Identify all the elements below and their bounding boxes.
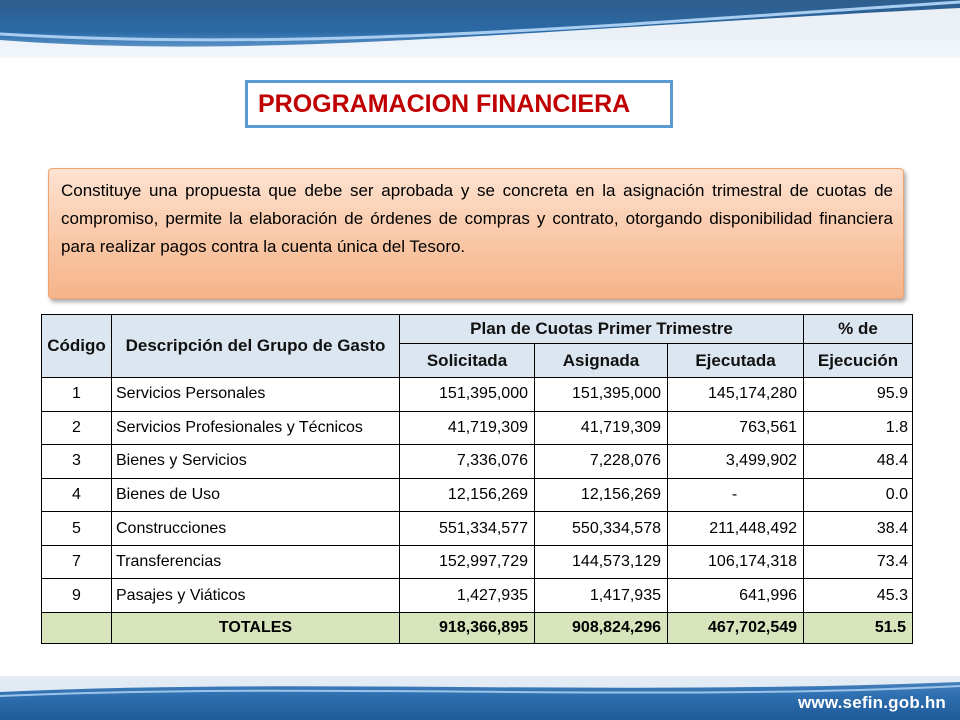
table-row: [42, 545, 913, 579]
row-pct: 0.0: [804, 478, 913, 512]
row-solicitada: 41,719,309: [400, 411, 535, 445]
description-box: [48, 168, 904, 299]
totals-label: TOTALES: [112, 613, 400, 644]
row-solicitada: 1,427,935: [400, 579, 535, 613]
row-pct: 73.4: [804, 545, 913, 579]
row-solicitada: 152,997,729: [400, 545, 535, 579]
header-asignada: Asignada: [535, 344, 668, 378]
row-solicitada: 151,395,000: [400, 378, 535, 412]
totals-asignada: 908,824,296: [535, 613, 668, 644]
row-asignada: 41,719,309: [535, 411, 668, 445]
row-asignada: 550,334,578: [535, 512, 668, 546]
row-description: Servicios Personales: [112, 378, 400, 412]
row-description: Construcciones: [112, 512, 400, 546]
totals-ejecutada: 467,702,549: [668, 613, 804, 644]
row-pct: 95.9: [804, 378, 913, 412]
totals-pct: 51.5: [804, 613, 913, 644]
row-pct: 38.4: [804, 512, 913, 546]
header-plan: Plan de Cuotas Primer Trimestre: [400, 315, 804, 344]
totals-code-cell: [42, 613, 112, 644]
header-pct-line2: Ejecución: [804, 344, 913, 378]
row-solicitada: 551,334,577: [400, 512, 535, 546]
row-solicitada: 7,336,076: [400, 445, 535, 479]
row-code: 4: [42, 478, 112, 512]
row-description: Servicios Profesionales y Técnicos: [112, 411, 400, 445]
row-ejecutada: 763,561: [668, 411, 804, 445]
row-ejecutada: -: [668, 478, 804, 512]
table-row: [42, 445, 913, 479]
top-banner: [0, 0, 960, 58]
totals-row: [42, 613, 913, 644]
row-ejecutada: 211,448,492: [668, 512, 804, 546]
row-asignada: 7,228,076: [535, 445, 668, 479]
row-asignada: 12,156,269: [535, 478, 668, 512]
table-row: [42, 512, 913, 546]
table-row: [42, 411, 913, 445]
row-code: 7: [42, 545, 112, 579]
header-description: Descripción del Grupo de Gasto: [112, 315, 400, 378]
row-code: 5: [42, 512, 112, 546]
row-code: 3: [42, 445, 112, 479]
row-description: Bienes de Uso: [112, 478, 400, 512]
row-asignada: 151,395,000: [535, 378, 668, 412]
row-ejecutada: 3,499,902: [668, 445, 804, 479]
row-asignada: 144,573,129: [535, 545, 668, 579]
header-solicitada: Solicitada: [400, 344, 535, 378]
row-pct: 1.8: [804, 411, 913, 445]
row-ejecutada: 145,174,280: [668, 378, 804, 412]
totals-solicitada: 918,366,895: [400, 613, 535, 644]
header-pct-line1: % de: [804, 315, 913, 344]
header-ejecutada: Ejecutada: [668, 344, 804, 378]
title-box: [245, 80, 673, 128]
row-pct: 45.3: [804, 579, 913, 613]
table-row: [42, 579, 913, 613]
row-asignada: 1,417,935: [535, 579, 668, 613]
row-description: Bienes y Servicios: [112, 445, 400, 479]
row-pct: 48.4: [804, 445, 913, 479]
row-code: 9: [42, 579, 112, 613]
table-row: [42, 378, 913, 412]
page-title: PROGRAMACION FINANCIERA: [258, 89, 631, 118]
footer-url: www.sefin.gob.hn: [797, 693, 946, 712]
row-ejecutada: 106,174,318: [668, 545, 804, 579]
description-text: Constituye una propuesta que debe ser aprobada y se concreta en la asignación trimestral de cuotas de compromiso, permite la elaboración de órdenes de compras y contrato, otorgando disponibilidad financiera para realizar pagos contra la cuenta única del Tesoro.: [61, 181, 893, 256]
table-row: [42, 478, 913, 512]
row-description: Transferencias: [112, 545, 400, 579]
row-code: 2: [42, 411, 112, 445]
top-banner-wave: [0, 0, 960, 58]
financial-table: [41, 314, 913, 644]
row-ejecutada: 641,996: [668, 579, 804, 613]
header-code: Código: [42, 315, 112, 378]
row-code: 1: [42, 378, 112, 412]
row-solicitada: 12,156,269: [400, 478, 535, 512]
row-description: Pasajes y Viáticos: [112, 579, 400, 613]
